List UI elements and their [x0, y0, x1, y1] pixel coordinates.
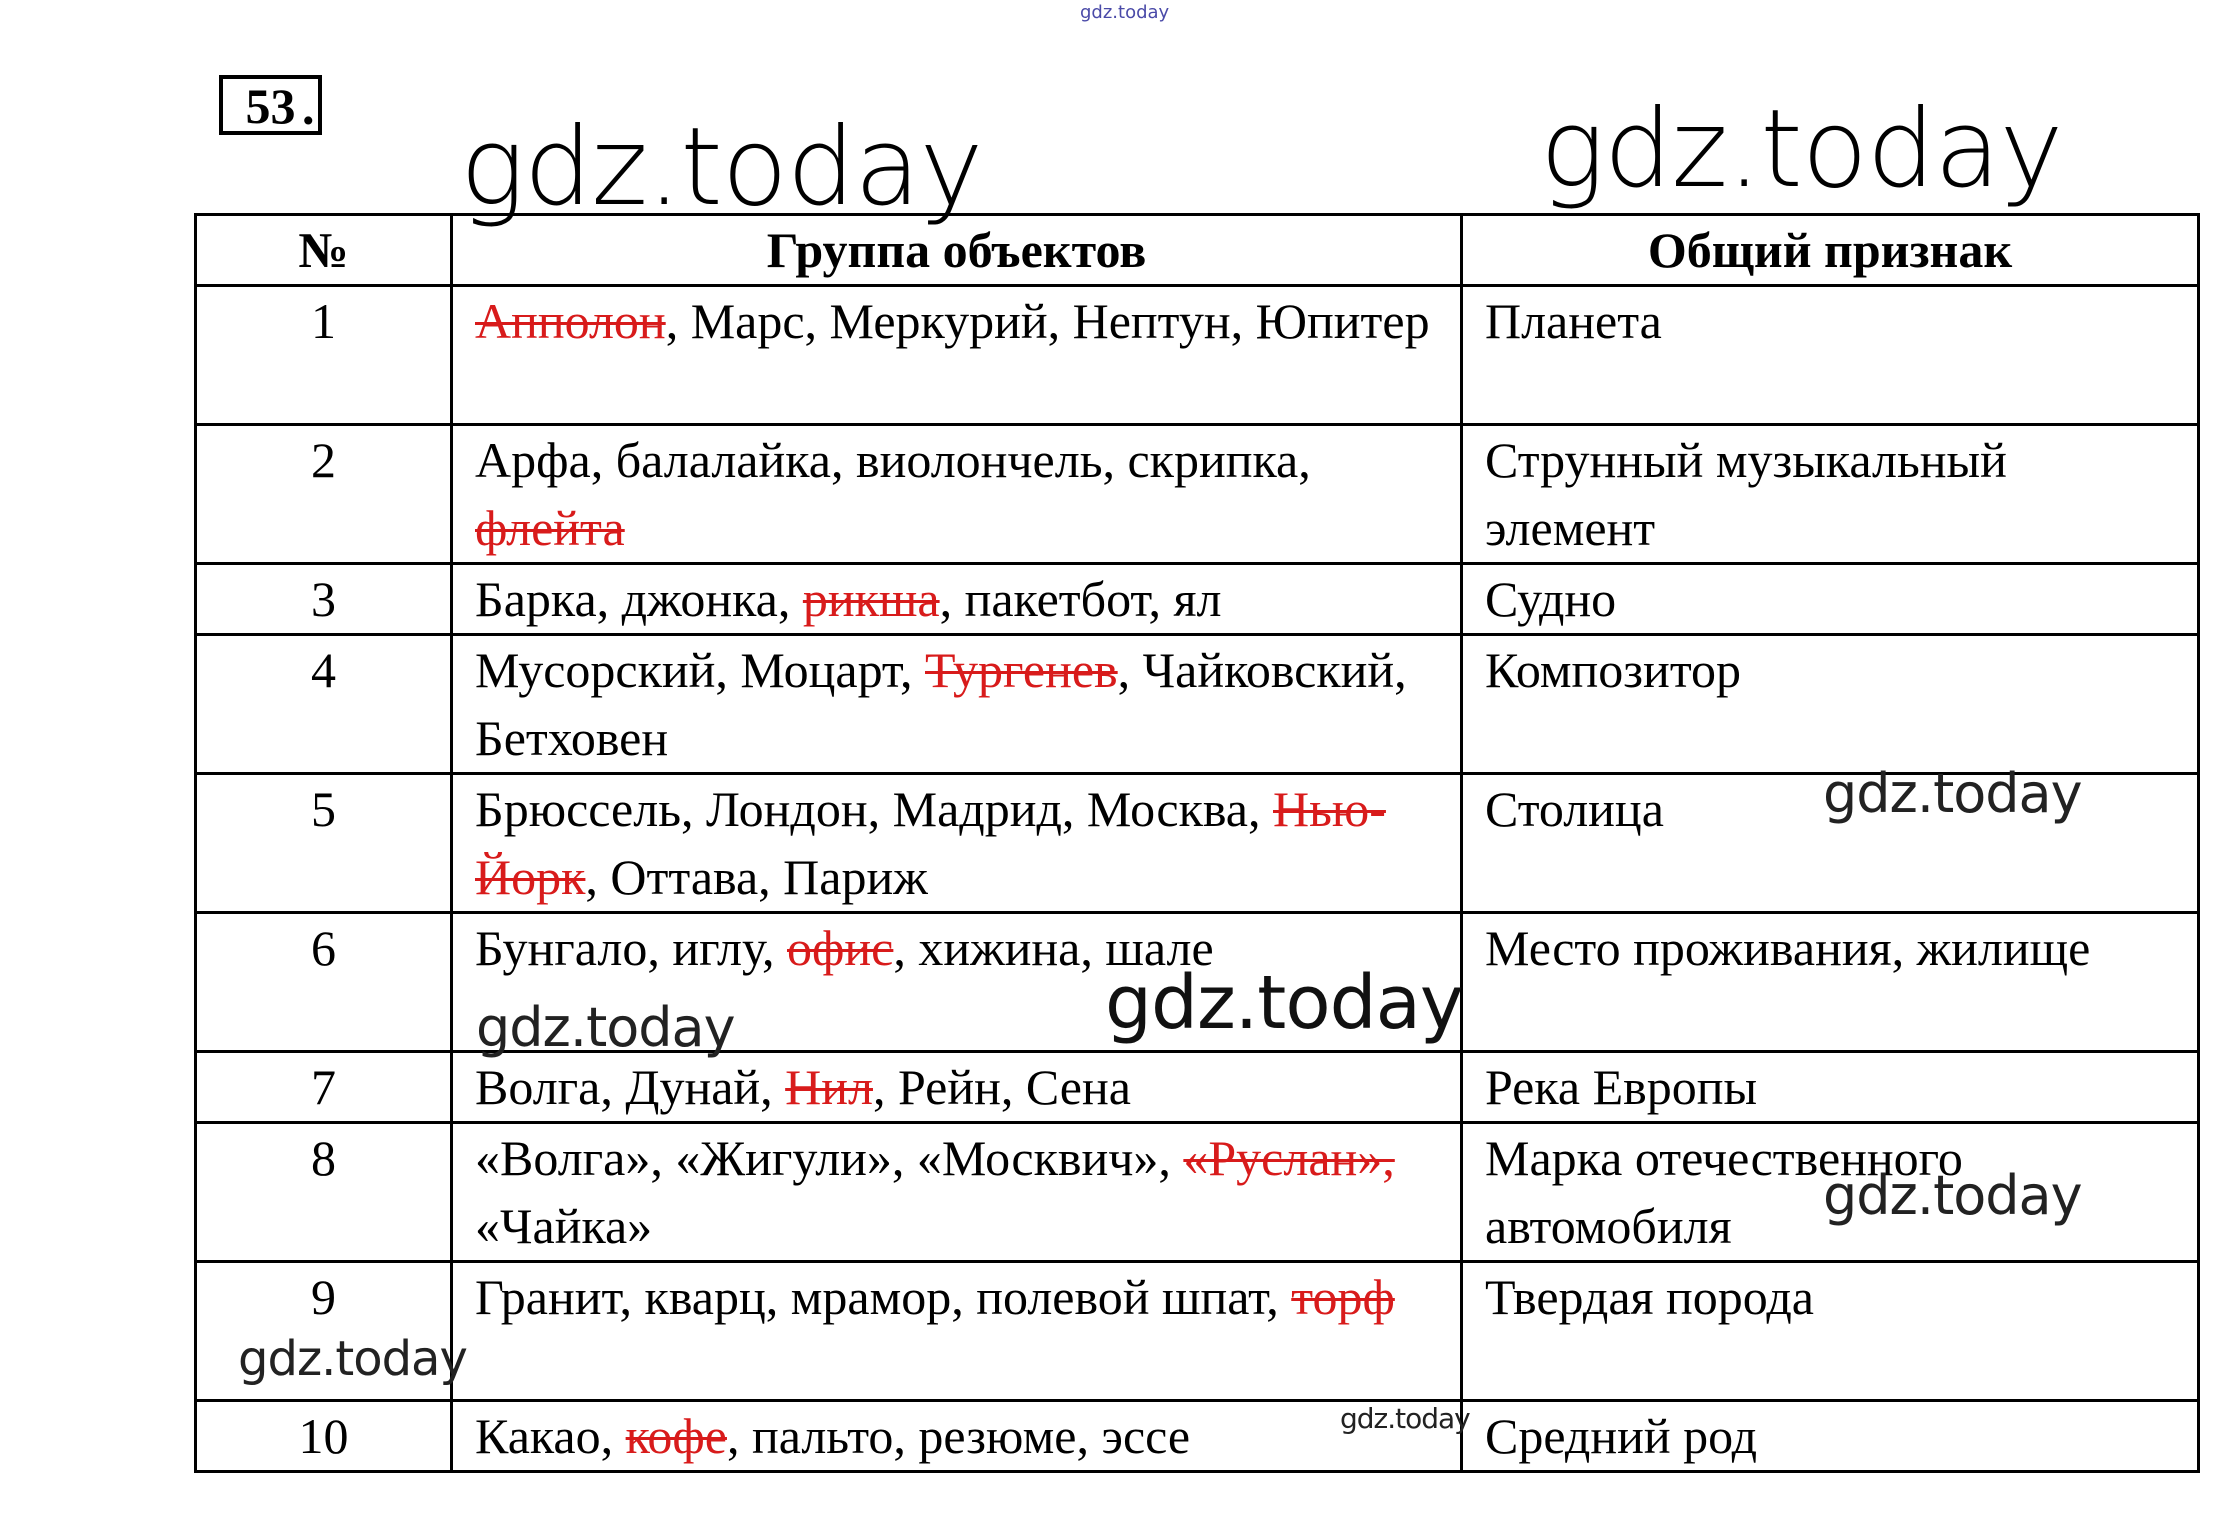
group-text-before: Волга, Дунай,	[475, 1059, 786, 1115]
watermark-row10: gdz.today	[1340, 1402, 1470, 1435]
objects-table	[194, 213, 2200, 1473]
row-number: 4	[196, 635, 452, 774]
row-number: 2	[196, 425, 452, 564]
group-text-after: , Чайковский, Бетховен	[475, 642, 1407, 766]
row-feature: Место проживания, жилище	[1462, 913, 2199, 1052]
group-text-before: Брюссель, Лондон, Мадрид, Москва,	[475, 781, 1273, 837]
group-text-after: , Рейн, Сена	[872, 1059, 1131, 1115]
struck-out-word: Тургенев	[925, 642, 1118, 698]
table-row	[196, 286, 2199, 425]
watermark-row5: gdz.today	[1823, 762, 2082, 825]
group-text-before: Арфа, балалайка, виолончель, скрипка,	[475, 432, 1311, 488]
row-feature: Река Европы	[1462, 1052, 2199, 1123]
row-number: 9	[196, 1262, 452, 1401]
group-text-after: , Оттава, Париж	[585, 849, 928, 905]
table-row	[196, 425, 2199, 564]
row-group	[452, 1262, 1462, 1401]
row-group	[452, 286, 1462, 425]
row-group	[452, 425, 1462, 564]
row-feature: Струнный музыкальный элемент	[1462, 425, 2199, 564]
exercise-number-dot: .	[302, 79, 315, 135]
row-group	[452, 1052, 1462, 1123]
table-row	[196, 564, 2199, 635]
struck-out-word: Нью-Йорк	[475, 781, 1386, 905]
watermark-row6-left: gdz.today	[476, 996, 735, 1059]
struck-out-word: флейта	[475, 500, 625, 556]
row-feature: Судно	[1462, 564, 2199, 635]
table-row	[196, 635, 2199, 774]
struck-out-word: торф	[1291, 1269, 1395, 1325]
group-text-after: , пальто, резюме, эссе	[726, 1408, 1191, 1464]
table-row	[196, 1401, 2199, 1472]
row-number: 5	[196, 774, 452, 913]
watermark-row8: gdz.today	[1823, 1164, 2082, 1227]
group-text-after: «Чайка»	[475, 1198, 653, 1254]
row-feature: Планета	[1462, 286, 2199, 425]
row-feature: Композитор	[1462, 635, 2199, 774]
row-number: 6	[196, 913, 452, 1052]
struck-out-word: Нил	[785, 1059, 873, 1115]
group-text-before: «Волга», «Жигули», «Москвич»,	[475, 1130, 1184, 1186]
row-group	[452, 1401, 1462, 1472]
struck-out-word: «Руслан»,	[1183, 1130, 1395, 1186]
group-text-before: Барка, джонка,	[475, 571, 803, 627]
struck-out-word: рикша	[802, 571, 940, 627]
header-group: Группа объектов	[452, 215, 1462, 286]
row-number: 8	[196, 1123, 452, 1262]
row-number: 7	[196, 1052, 452, 1123]
group-text-before: Бунгало, иглу,	[475, 920, 787, 976]
group-text-after: , Марс, Меркурий, Нептун, Юпитер	[665, 293, 1430, 349]
group-text-before: Гранит, кварц, мрамор, полевой шпат,	[475, 1269, 1292, 1325]
row-feature: Средний род	[1462, 1401, 2199, 1472]
group-text-after: , хижина, шале	[893, 920, 1214, 976]
row-group	[452, 1123, 1462, 1262]
struck-out-word: офис	[787, 920, 894, 976]
row-number: 10	[196, 1401, 452, 1472]
struck-out-word: Апполон	[475, 293, 666, 349]
exercise-number: 53	[219, 75, 322, 135]
row-feature: Марка отечественного автомобиля	[1462, 1123, 2199, 1262]
header-number: №	[196, 215, 452, 286]
watermark-large-right: gdz.today	[1540, 87, 2063, 212]
table-row	[196, 1262, 2199, 1401]
group-text-before: Мусорский, Моцарт,	[475, 642, 925, 698]
group-text-after: , пакетбот, ял	[939, 571, 1222, 627]
row-number: 1	[196, 286, 452, 425]
row-feature: Твердая порода	[1462, 1262, 2199, 1401]
top-watermark: gdz.today	[1080, 2, 1170, 23]
row-feature: Столица	[1462, 774, 2199, 913]
watermark-row9: gdz.today	[238, 1331, 467, 1387]
watermark-row6-center: gdz.today	[1105, 960, 1463, 1046]
watermark-large-left: gdz.today	[460, 105, 983, 230]
table-row	[196, 1052, 2199, 1123]
row-group	[452, 564, 1462, 635]
group-text-before: Какао,	[475, 1408, 626, 1464]
row-number: 3	[196, 564, 452, 635]
row-group	[452, 774, 1462, 913]
row-group	[452, 635, 1462, 774]
header-feature: Общий признак	[1462, 215, 2199, 286]
struck-out-word: кофе	[625, 1408, 727, 1464]
